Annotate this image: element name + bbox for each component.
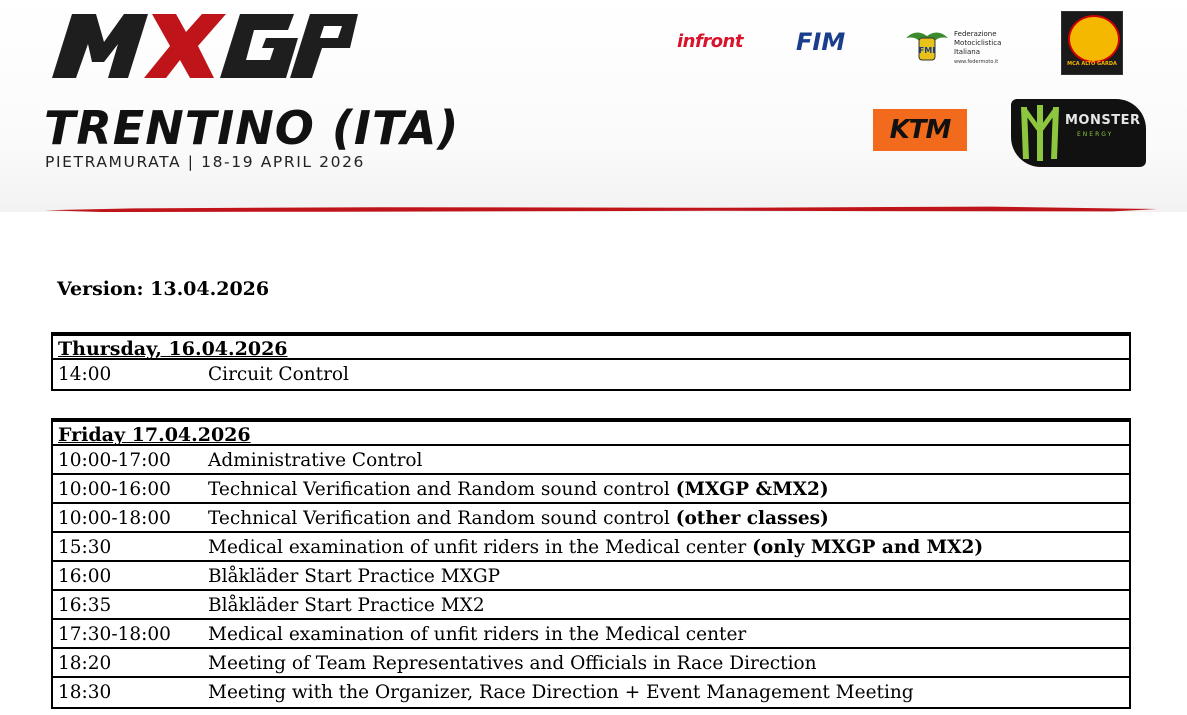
day-title: Thursday, 16.04.2026 — [53, 336, 1129, 360]
row-description: Technical Verification and Random sound control (other classes) — [208, 508, 829, 529]
svg-text:FMI: FMI — [918, 46, 936, 55]
event-subtitle: PIETRAMURATA | 18-19 APRIL 2026 — [45, 153, 365, 171]
schedule-row — [53, 649, 1129, 678]
row-time: 15:30 — [58, 537, 112, 558]
day-schedule-friday — [51, 418, 1131, 709]
event-title: TRENTINO (ITA) — [44, 101, 460, 155]
schedule-row — [53, 562, 1129, 591]
row-time: 10:00-16:00 — [58, 479, 171, 500]
club-logo — [1061, 11, 1123, 75]
monster-energy-logo — [1011, 99, 1146, 167]
schedule-row — [53, 360, 1129, 389]
row-description: Medical examination of unfit riders in the Medical center — [208, 624, 747, 645]
monster-wordmark: MONSTER — [1065, 113, 1141, 128]
fmi-name: Federazione Motociclistica Italiana — [954, 30, 1002, 56]
row-description: Circuit Control — [208, 364, 349, 385]
version-label: Version: 13.04.2026 — [57, 278, 270, 300]
schedule-row — [53, 533, 1129, 562]
ktm-logo: KTM — [873, 109, 967, 151]
row-time: 10:00-18:00 — [58, 508, 171, 529]
row-time: 16:35 — [58, 595, 112, 616]
schedule-row — [53, 475, 1129, 504]
club-emblem-icon — [1068, 15, 1120, 63]
fmi-url: www.federmoto.it — [954, 59, 999, 65]
club-name: MCA ALTO GARDA — [1067, 61, 1117, 67]
row-time: 18:30 — [58, 682, 112, 703]
row-description: Meeting with the Organizer, Race Direction + Event Management Meeting — [208, 682, 914, 703]
schedule-row — [53, 504, 1129, 533]
monster-energy-text: ENERGY — [1077, 131, 1114, 138]
infront-logo: infront — [677, 31, 743, 52]
monster-claw-icon — [1017, 103, 1067, 163]
fim-logo: FIM — [796, 28, 846, 56]
row-description: Meeting of Team Representatives and Officials in Race Direction — [208, 653, 817, 674]
schedule-row — [53, 446, 1129, 475]
row-time: 10:00-17:00 — [58, 450, 171, 471]
row-description: Administrative Control — [208, 450, 423, 471]
fmi-emblem-icon — [904, 24, 950, 62]
mxgp-logo — [44, 8, 364, 84]
row-description: Medical examination of unfit riders in the Medical center (only MXGP and MX2) — [208, 537, 984, 558]
row-time: 18:20 — [58, 653, 112, 674]
row-time: 17:30-18:00 — [58, 624, 171, 645]
day-schedule-thursday — [51, 332, 1131, 391]
schedule-row — [53, 591, 1129, 620]
row-description: Blåkläder Start Practice MXGP — [208, 566, 501, 587]
row-description: Technical Verification and Random sound control (MXGP &MX2) — [208, 479, 829, 500]
event-header — [0, 0, 1187, 212]
row-time: 14:00 — [58, 364, 112, 385]
schedule-row — [53, 678, 1129, 707]
row-description: Blåkläder Start Practice MX2 — [208, 595, 485, 616]
row-time: 16:00 — [58, 566, 112, 587]
schedule-row — [53, 620, 1129, 649]
day-title: Friday 17.04.2026 — [53, 422, 1129, 446]
